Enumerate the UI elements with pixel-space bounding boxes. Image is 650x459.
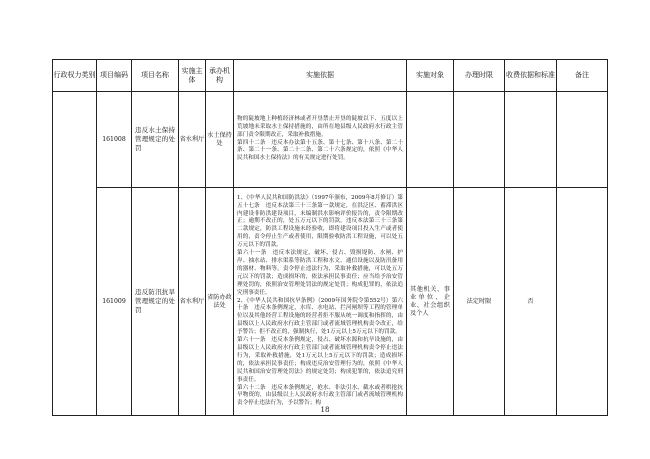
power-list-table (52, 59, 608, 416)
basis-paragraph: 2、《中华人民共和国抗旱条例》（2009年国务院令第552号）第六十条 违反本条例规定，水库、水电站、拦河闸坝等工程的管理单位以及其他经营工程设施的经营者拒不服从统一调度和指挥的，由县级以上人民政府水行政主管部门或者流域管理机构责令改正，给予警告；拒不改正的，强制执行，处1万元以上5万元以下的罚款。 (237, 297, 403, 336)
fee-cell: 否 (505, 188, 557, 416)
basis-cell (234, 188, 407, 416)
basis-paragraph: 第四十二条 违反本办法第十五条、第十七条、第十八条、第二十条、第二十一条、第二十二条、第二十六条规定的，依照《中华人民共和国水土保持法》的有关规定进行处罚。 (237, 139, 403, 162)
header-basis: 实施依据 (234, 60, 407, 92)
table-row (53, 92, 608, 188)
subject-cell: 省水利厅 (179, 92, 206, 188)
remark-cell (557, 92, 608, 188)
basis-paragraph: 1、《中华人民共和国防洪法》（1997年颁布，2009年8月修订）第五十七条 违反本法第三十三条第一款规定，在洪泛区、蓄滞洪区内建设非防洪建设项目，未编制洪水影响评价报告的，责令限期改正；逾期不改正的，处五万元以下的罚款。违反本法第三十三条第二款规定，防洪工程设施未经验收，即将建设项目投入生产或者使用的，责令停止生产或者使用，限期验收防洪工程设施，可以处五万元以下的罚款。 (237, 194, 403, 249)
header-time-limit: 办理时限 (454, 60, 505, 92)
time-limit-cell: 法定时限 (454, 188, 505, 416)
table-header-row (53, 60, 608, 92)
agency-cell: 省防办政法处 (206, 188, 234, 416)
basis-paragraph: 第六十二条 违反本条例规定，抢水、非法引水、截水或者哄抢抗旱物资的，由县级以上人民政府水行政主管部门或者流域管理机构责令停止违法行为，予以警告；构 (237, 384, 403, 407)
page-number: 18 (320, 406, 330, 414)
header-target: 实施对象 (407, 60, 454, 92)
agency-cell: 水土保持处 (206, 92, 234, 188)
target-cell (407, 92, 454, 188)
target-cell: 其他机关、事业单位、企业、社会组织及个人 (407, 188, 454, 416)
name-cell: 违反水土保持管理规定的处罚 (132, 92, 179, 188)
basis-paragraph: 第六十一条 违反本法规定，破坏、侵占、毁损堤防、水闸、护岸、抽水站、排水渠系等防洪工程和水文、通信设施以及防汛备用的器材、物料等，责令停止违法行为，采取补救措施，可以处五万元以下的罚款；造成损坏的，依法承担民事责任；应当给予治安管理处罚的，依照治安管理处罚法的规定处罚；构成犯罪的，依法追究刑事责任。 (237, 250, 403, 296)
code-cell: 161008 (97, 92, 132, 188)
name-cell: 违反防汛抗旱管理规定的处罚 (132, 188, 179, 416)
header-name: 项目名称 (132, 60, 179, 92)
basis-paragraph: 第六十一条 违反本条例规定，侵占、破坏水源和抗旱设施的，由县级以上人民政府水行政主管部门或者流域管理机构责令停止违法行为，采取补救措施，处1万元以上5万元以下的罚款；造成损坏的，依法承担民事责任；构成违反治安管理行为的，依照《中华人民共和国治安管理处罚法》的规定处罚；构成犯罪的，依法追究刑事责任。 (237, 337, 403, 383)
remark-cell (557, 188, 608, 416)
header-subject: 实施主体 (179, 60, 206, 92)
basis-cell (234, 92, 407, 188)
table-row (53, 188, 608, 416)
header-code: 项目编码 (97, 60, 132, 92)
header-remark: 备注 (557, 60, 608, 92)
header-agency: 承办机构 (206, 60, 234, 92)
time-limit-cell (454, 92, 505, 188)
header-category: 行政权力类别 (53, 60, 97, 92)
basis-paragraph: 物的陡坡地上种植经济林或者开垦禁止开垦的陡坡以下、五度以上荒坡地未采取水土保持措施的，由所在地县级人民政府水行政主管部门责令限期改正，采取补救措施。 (237, 115, 403, 138)
subject-cell: 省水利厅 (179, 188, 206, 416)
code-cell: 161009 (97, 188, 132, 416)
category-cell (53, 92, 97, 416)
header-fee: 收费依据和标准 (505, 60, 557, 92)
fee-cell (505, 92, 557, 188)
